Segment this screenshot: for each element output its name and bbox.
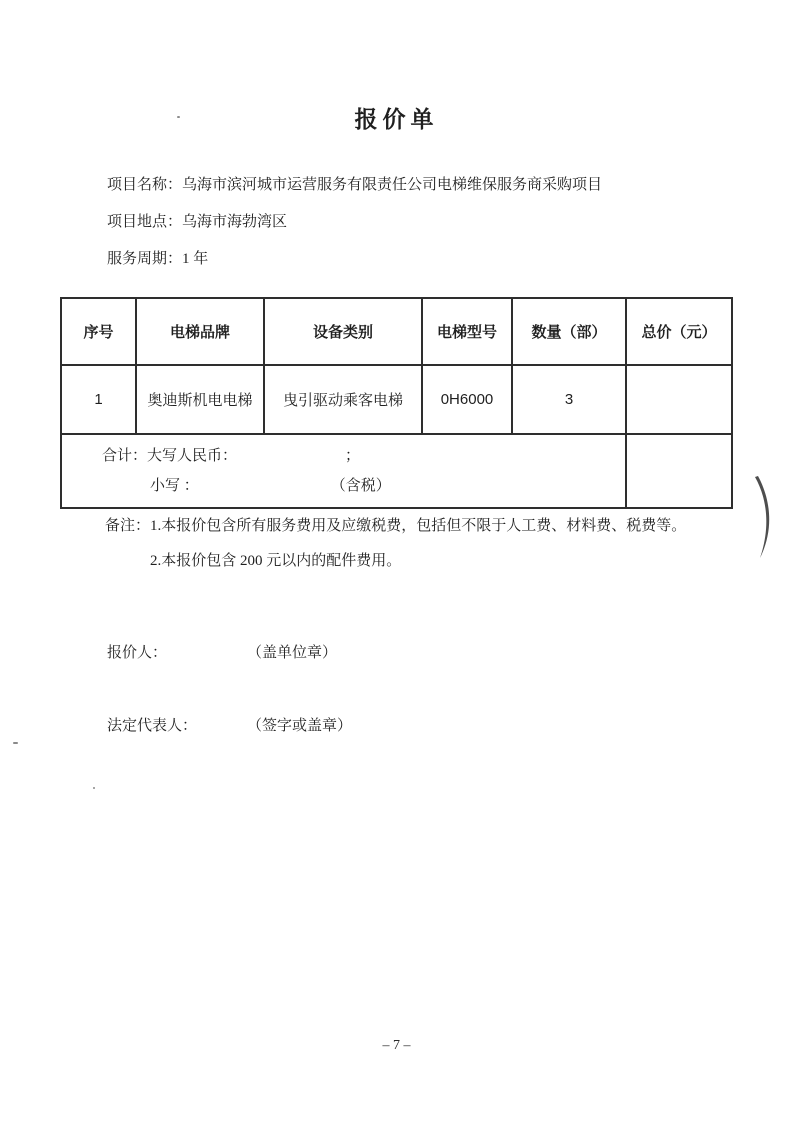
summary-row (61, 434, 732, 508)
summary-uppercase-label: 合计：大写人民币： (102, 448, 238, 464)
legal-representative-seal-hint: （签字或盖章） (247, 718, 353, 734)
project-info (107, 167, 602, 278)
project-location-line (107, 204, 602, 241)
service-period-line (107, 241, 602, 278)
notes-items (150, 509, 735, 579)
summary-cell (61, 434, 626, 508)
header-model: 电梯型号 (422, 298, 512, 365)
project-location-value: 乌海市海勃湾区 (182, 214, 288, 230)
header-brand: 电梯品牌 (136, 298, 264, 365)
legal-representative-label: 法定代表人： (107, 718, 198, 734)
service-period-label: 服务周期： (107, 251, 183, 267)
notes-label: 备注： (105, 518, 151, 534)
scan-speck (177, 116, 180, 118)
table-header-row (61, 298, 732, 365)
cell-quantity: 3 (512, 365, 626, 434)
cell-brand: 奥迪斯机电电梯 (136, 365, 264, 434)
project-name-line (107, 167, 602, 204)
header-quantity: 数量（部） (512, 298, 626, 365)
project-name-label: 项目名称： (107, 177, 183, 193)
header-total-price: 总价（元） (626, 298, 732, 365)
service-period-value: 1 年 (182, 251, 209, 267)
summary-line-lowercase (102, 471, 625, 501)
project-location-label: 项目地点： (107, 214, 183, 230)
legal-representative-signature-line (107, 714, 352, 735)
quoter-label: 报价人： (107, 645, 168, 661)
page-title: 报价单 (354, 107, 439, 132)
summary-lowercase-label: 小写 ： (150, 478, 199, 494)
project-name-value: 乌海市滨河城市运营服务有限责任公司电梯维保服务商采购项目 (182, 177, 603, 193)
cell-total-price (626, 365, 732, 434)
cell-model: 0H6000 (422, 365, 512, 434)
cell-seq: 1 (61, 365, 136, 434)
note-item-2: 2.本报价包含 200 元以内的配件费用。 (150, 553, 402, 569)
page-number: – 7 – (382, 1038, 411, 1053)
quoter-seal-hint: （盖单位章） (247, 645, 338, 661)
summary-line-uppercase (102, 441, 625, 471)
scan-speck (13, 742, 18, 744)
scan-artifact-curve (751, 474, 777, 560)
header-seq: 序号 (61, 298, 136, 365)
summary-tax-note: （含税） (330, 478, 391, 494)
summary-uppercase-punct: ； (345, 448, 361, 464)
quoter-signature-line (107, 641, 337, 662)
summary-total-price-cell (626, 434, 732, 508)
quotation-table (60, 297, 733, 509)
table-row (61, 365, 732, 434)
scan-speck (93, 787, 95, 789)
note-item-1: 1.本报价包含所有服务费用及应缴税费，包括但不限于人工费、材料费、税费等。 (150, 518, 687, 534)
notes-section (105, 509, 735, 579)
header-category: 设备类别 (264, 298, 422, 365)
cell-category: 曳引驱动乘客电梯 (264, 365, 422, 434)
